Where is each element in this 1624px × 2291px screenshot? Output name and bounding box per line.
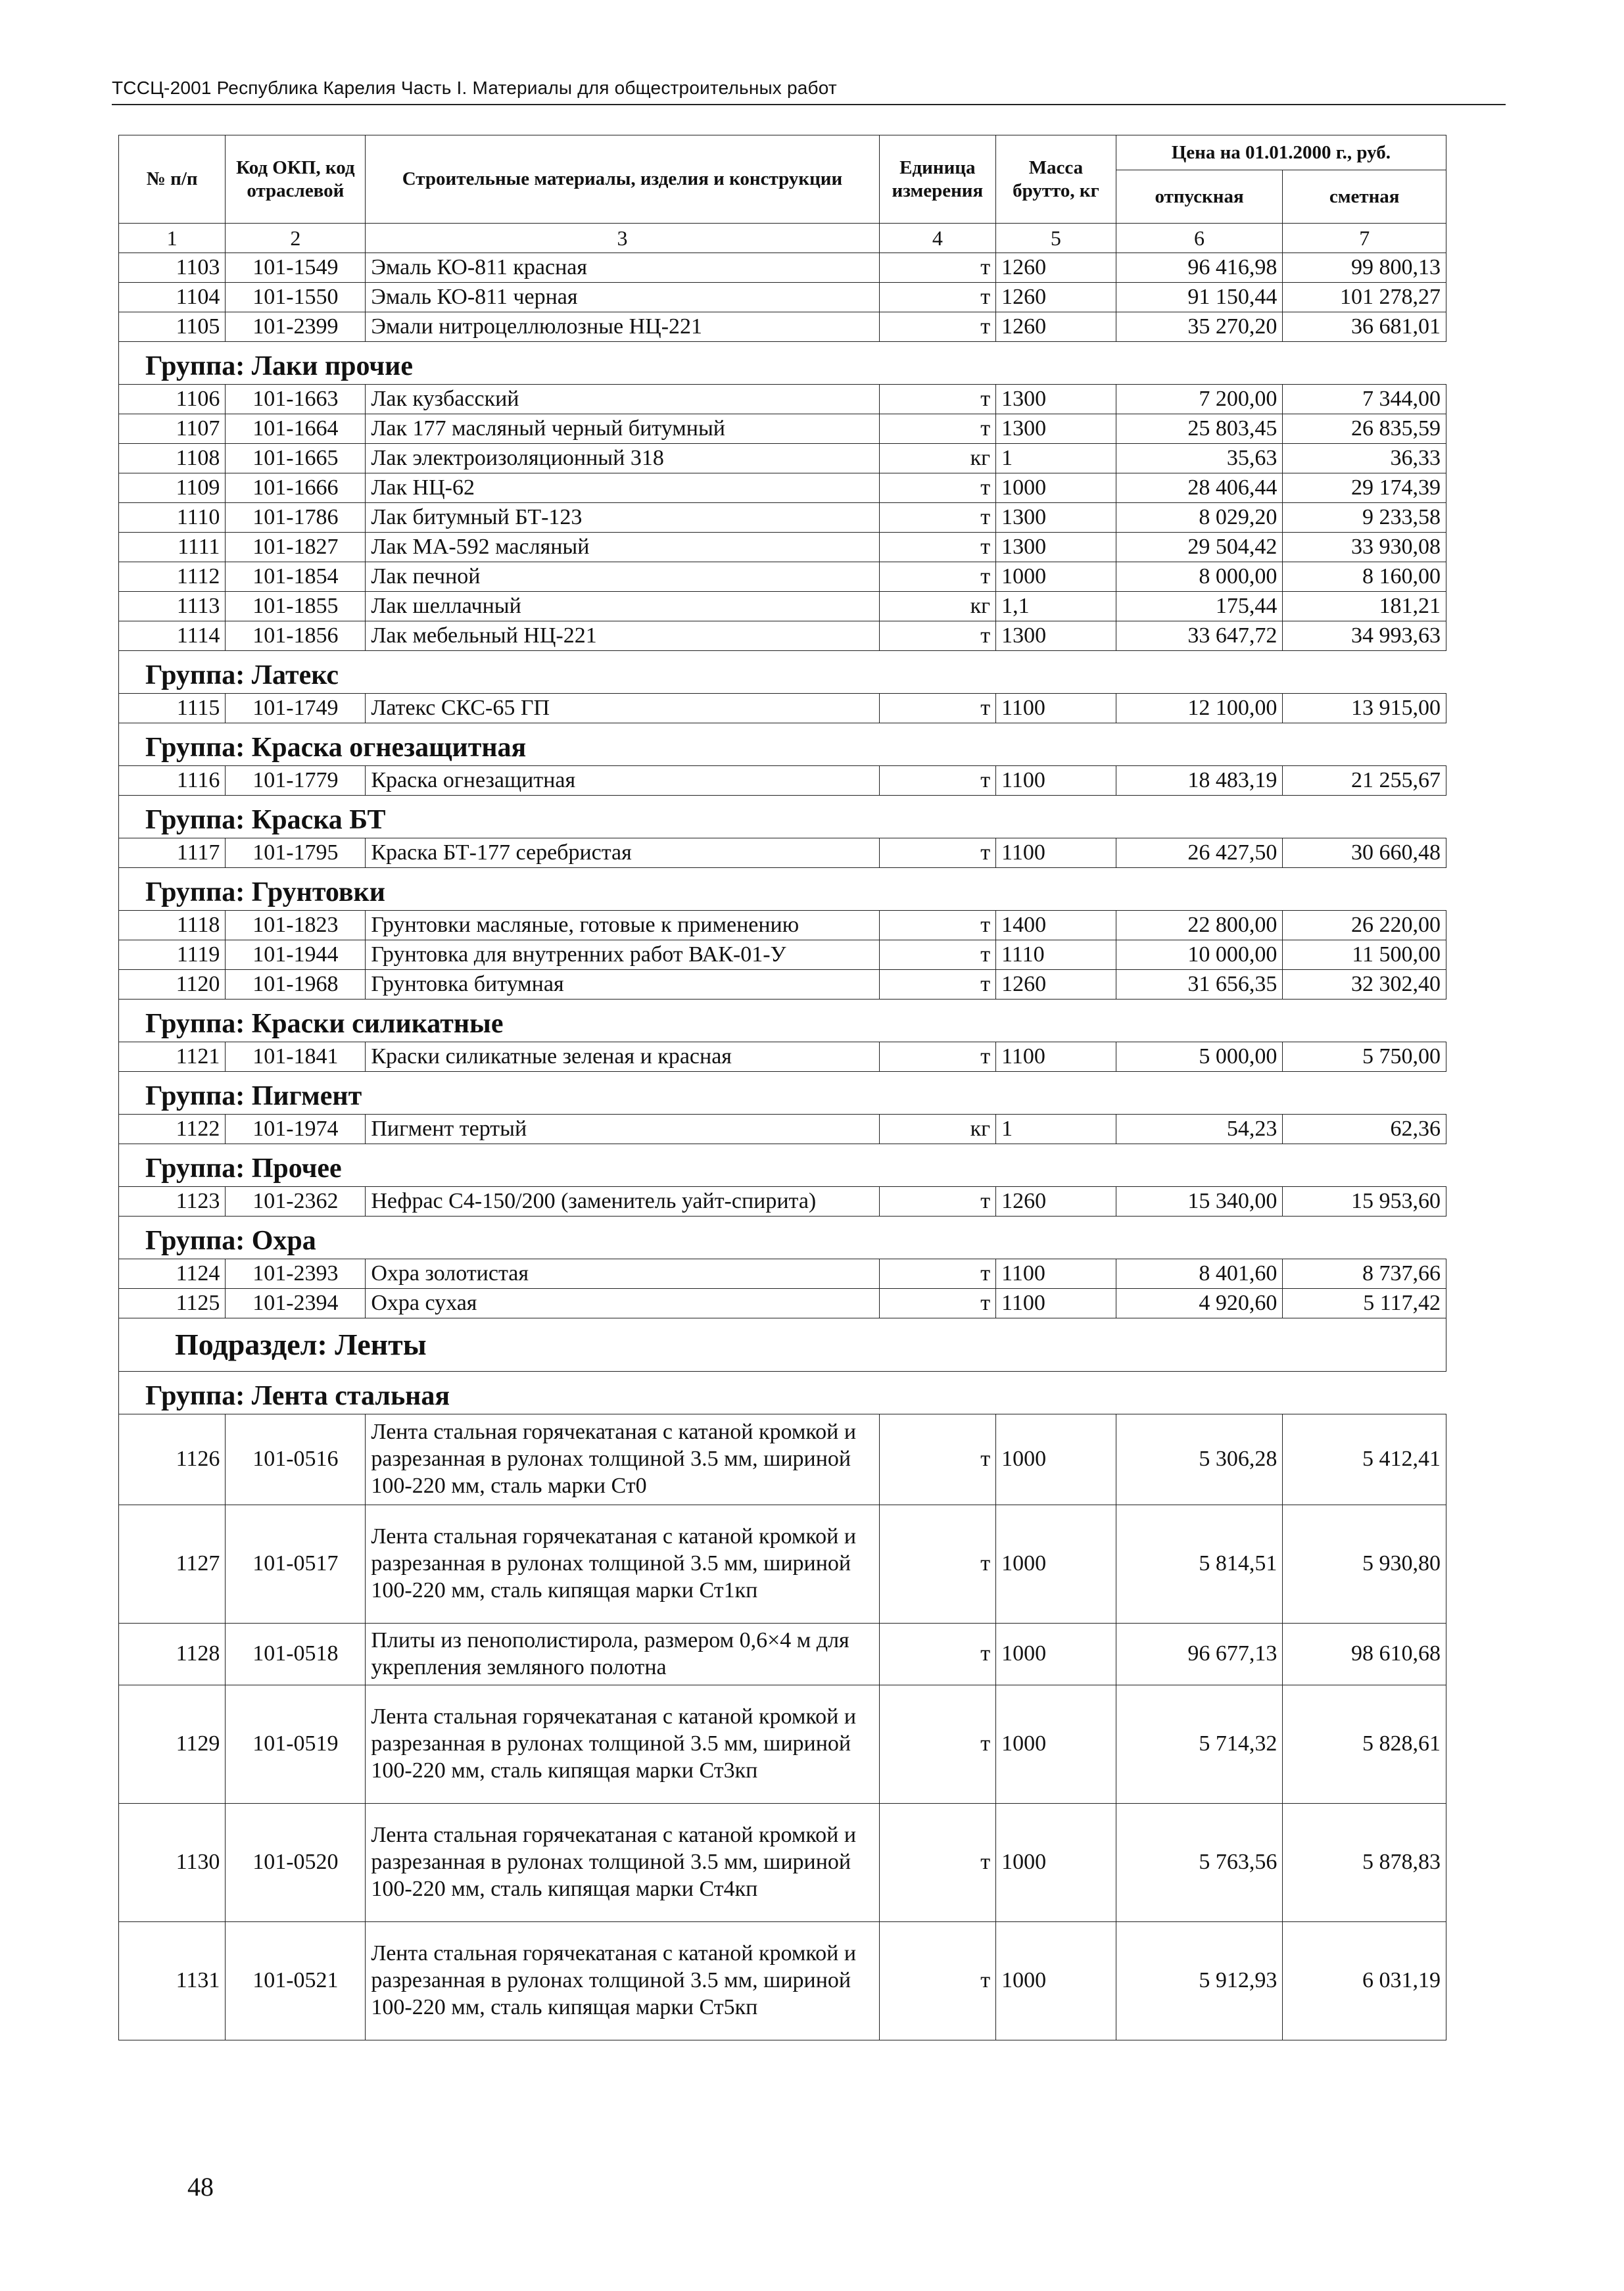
row-unit: т: [879, 1289, 996, 1318]
row-price-estimate: 21 255,67: [1283, 766, 1446, 796]
table-row: [119, 283, 1446, 312]
row-number: 1104: [119, 283, 226, 312]
group-heading: Группа: Лаки прочие: [119, 342, 1446, 385]
row-mass: 1000: [996, 1624, 1116, 1685]
table-row: [119, 1187, 1446, 1217]
table-row: [119, 1922, 1446, 2040]
row-name: Лента стальная горячекатаная с катаной кромкой и разрезанная в рулонах толщиной 3.5 мм, шириной 100-220 мм, сталь кипящая марки Ст4кп: [366, 1804, 879, 1922]
row-price-release: 96 677,13: [1116, 1624, 1283, 1685]
row-mass: 1260: [996, 312, 1116, 342]
row-unit: кг: [879, 444, 996, 473]
table-row: [119, 253, 1446, 283]
row-price-release: 91 150,44: [1116, 283, 1283, 312]
row-unit: т: [879, 1042, 996, 1072]
row-unit: т: [879, 385, 996, 414]
group-heading: Группа: Грунтовки: [119, 868, 1446, 911]
column-header-price-release: отпускная: [1116, 170, 1283, 224]
row-price-estimate: 62,36: [1283, 1115, 1446, 1144]
group-heading-row: [119, 723, 1446, 766]
group-heading: Группа: Краска БТ: [119, 796, 1446, 838]
row-code: 101-0516: [226, 1414, 366, 1505]
row-unit: т: [879, 911, 996, 940]
group-heading-row: [119, 1144, 1446, 1187]
row-price-estimate: 5 117,42: [1283, 1289, 1446, 1318]
row-unit: т: [879, 940, 996, 970]
row-number: 1131: [119, 1922, 226, 2040]
row-price-estimate: 5 930,80: [1283, 1505, 1446, 1624]
row-mass: 1000: [996, 1505, 1116, 1624]
row-price-release: 35 270,20: [1116, 312, 1283, 342]
row-code: 101-1968: [226, 970, 366, 1000]
table-row: [119, 1804, 1446, 1922]
row-price-estimate: 11 500,00: [1283, 940, 1446, 970]
row-price-estimate: 99 800,13: [1283, 253, 1446, 283]
subsection-heading: Подраздел: Ленты: [119, 1318, 1446, 1372]
row-price-release: 25 803,45: [1116, 414, 1283, 444]
row-price-estimate: 32 302,40: [1283, 970, 1446, 1000]
row-code: 101-1786: [226, 503, 366, 533]
row-name: Лак печной: [366, 562, 879, 592]
group-heading-row: [119, 651, 1446, 694]
table-row: [119, 1042, 1446, 1072]
row-code: 101-1855: [226, 592, 366, 621]
row-number: 1115: [119, 694, 226, 723]
table-row: [119, 970, 1446, 1000]
table-row: [119, 385, 1446, 414]
row-mass: 1300: [996, 385, 1116, 414]
row-unit: т: [879, 473, 996, 503]
row-name: Лак шеллачный: [366, 592, 879, 621]
group-heading: Группа: Прочее: [119, 1144, 1446, 1187]
row-number: 1111: [119, 533, 226, 562]
row-unit: т: [879, 503, 996, 533]
row-mass: 1000: [996, 1414, 1116, 1505]
row-code: 101-1827: [226, 533, 366, 562]
row-unit: т: [879, 1804, 996, 1922]
row-unit: т: [879, 1414, 996, 1505]
row-price-estimate: 6 031,19: [1283, 1922, 1446, 2040]
row-price-estimate: 8 160,00: [1283, 562, 1446, 592]
row-price-estimate: 8 737,66: [1283, 1259, 1446, 1289]
row-number: 1106: [119, 385, 226, 414]
row-price-release: 33 647,72: [1116, 621, 1283, 651]
row-unit: кг: [879, 592, 996, 621]
table-row: [119, 473, 1446, 503]
row-price-estimate: 33 930,08: [1283, 533, 1446, 562]
table-row: [119, 592, 1446, 621]
row-mass: 1100: [996, 1289, 1116, 1318]
row-price-release: 5 714,32: [1116, 1685, 1283, 1804]
row-unit: т: [879, 533, 996, 562]
row-mass: 1000: [996, 1922, 1116, 2040]
group-heading: Группа: Латекс: [119, 651, 1446, 694]
row-unit: т: [879, 1505, 996, 1624]
row-mass: 1100: [996, 838, 1116, 868]
header-rule: [112, 104, 1506, 105]
row-price-release: 18 483,19: [1116, 766, 1283, 796]
row-number: 1110: [119, 503, 226, 533]
table-row: [119, 1259, 1446, 1289]
row-code: 101-1841: [226, 1042, 366, 1072]
row-mass: 1300: [996, 621, 1116, 651]
row-price-estimate: 5 828,61: [1283, 1685, 1446, 1804]
row-code: 101-1974: [226, 1115, 366, 1144]
row-price-estimate: 34 993,63: [1283, 621, 1446, 651]
row-name: Лента стальная горячекатаная с катаной кромкой и разрезанная в рулонах толщиной 3.5 мм, шириной 100-220 мм, сталь кипящая марки Ст3кп: [366, 1685, 879, 1804]
table-row: [119, 911, 1446, 940]
column-header-price-group: Цена на 01.01.2000 г., руб.: [1116, 135, 1446, 170]
row-code: 101-1795: [226, 838, 366, 868]
row-mass: 1: [996, 1115, 1116, 1144]
row-code: 101-2394: [226, 1289, 366, 1318]
row-code: 101-1665: [226, 444, 366, 473]
row-price-release: 5 763,56: [1116, 1804, 1283, 1922]
row-unit: т: [879, 1922, 996, 2040]
row-number: 1127: [119, 1505, 226, 1624]
column-number: 2: [226, 224, 366, 253]
row-price-release: 29 504,42: [1116, 533, 1283, 562]
row-unit: кг: [879, 1115, 996, 1144]
row-name: Эмаль КО-811 черная: [366, 283, 879, 312]
row-mass: 1100: [996, 1042, 1116, 1072]
row-unit: т: [879, 253, 996, 283]
row-name: Лак НЦ-62: [366, 473, 879, 503]
row-price-release: 175,44: [1116, 592, 1283, 621]
row-code: 101-1856: [226, 621, 366, 651]
row-unit: т: [879, 1685, 996, 1804]
row-name: Лак битумный БТ-123: [366, 503, 879, 533]
row-number: 1116: [119, 766, 226, 796]
row-price-release: 8 000,00: [1116, 562, 1283, 592]
column-numbers-row: [119, 224, 1446, 253]
table-row: [119, 414, 1446, 444]
row-number: 1121: [119, 1042, 226, 1072]
row-mass: 1000: [996, 473, 1116, 503]
row-price-estimate: 29 174,39: [1283, 473, 1446, 503]
table-row: [119, 444, 1446, 473]
row-unit: т: [879, 283, 996, 312]
row-number: 1129: [119, 1685, 226, 1804]
row-price-release: 26 427,50: [1116, 838, 1283, 868]
row-unit: т: [879, 1187, 996, 1217]
row-number: 1125: [119, 1289, 226, 1318]
row-price-release: 35,63: [1116, 444, 1283, 473]
row-unit: т: [879, 414, 996, 444]
row-number: 1112: [119, 562, 226, 592]
column-number: 7: [1283, 224, 1446, 253]
row-number: 1117: [119, 838, 226, 868]
table-row: [119, 1505, 1446, 1624]
row-number: 1124: [119, 1259, 226, 1289]
row-number: 1103: [119, 253, 226, 283]
row-name: Краска БТ-177 серебристая: [366, 838, 879, 868]
row-unit: т: [879, 312, 996, 342]
row-code: 101-0517: [226, 1505, 366, 1624]
table-row: [119, 694, 1446, 723]
row-mass: 1000: [996, 562, 1116, 592]
row-price-release: 22 800,00: [1116, 911, 1283, 940]
group-heading-row: [119, 1372, 1446, 1414]
row-code: 101-1779: [226, 766, 366, 796]
row-code: 101-1749: [226, 694, 366, 723]
group-heading: Группа: Пигмент: [119, 1072, 1446, 1115]
row-code: 101-0521: [226, 1922, 366, 2040]
column-header-num: № п/п: [119, 135, 226, 224]
row-price-estimate: 5 412,41: [1283, 1414, 1446, 1505]
row-price-release: 4 920,60: [1116, 1289, 1283, 1318]
row-price-release: 5 912,93: [1116, 1922, 1283, 2040]
row-price-release: 5 000,00: [1116, 1042, 1283, 1072]
table-row: [119, 1414, 1446, 1505]
group-heading: Группа: Охра: [119, 1217, 1446, 1259]
row-price-estimate: 7 344,00: [1283, 385, 1446, 414]
row-price-estimate: 101 278,27: [1283, 283, 1446, 312]
row-price-estimate: 13 915,00: [1283, 694, 1446, 723]
table-row: [119, 312, 1446, 342]
row-unit: т: [879, 1624, 996, 1685]
row-price-release: 7 200,00: [1116, 385, 1283, 414]
row-code: 101-2393: [226, 1259, 366, 1289]
row-number: 1105: [119, 312, 226, 342]
group-heading-row: [119, 1000, 1446, 1042]
column-number: 3: [366, 224, 879, 253]
row-unit: т: [879, 766, 996, 796]
page-header: ТССЦ-2001 Республика Карелия Часть I. Материалы для общестроительных работ: [112, 78, 837, 98]
row-mass: 1260: [996, 283, 1116, 312]
table-row: [119, 562, 1446, 592]
table-row: [119, 1115, 1446, 1144]
row-name: Краска огнезащитная: [366, 766, 879, 796]
row-name: Лак кузбасский: [366, 385, 879, 414]
row-price-estimate: 36 681,01: [1283, 312, 1446, 342]
row-number: 1108: [119, 444, 226, 473]
table-row: [119, 766, 1446, 796]
row-price-estimate: 36,33: [1283, 444, 1446, 473]
row-price-release: 8 401,60: [1116, 1259, 1283, 1289]
row-number: 1119: [119, 940, 226, 970]
row-number: 1130: [119, 1804, 226, 1922]
row-mass: 1260: [996, 253, 1116, 283]
row-name: Грунтовка для внутренних работ ВАК-01-У: [366, 940, 879, 970]
group-heading-row: [119, 1072, 1446, 1115]
group-heading-row: [119, 342, 1446, 385]
row-mass: 1,1: [996, 592, 1116, 621]
row-name: Лак 177 масляный черный битумный: [366, 414, 879, 444]
row-name: Пигмент тертый: [366, 1115, 879, 1144]
column-number: 5: [996, 224, 1116, 253]
row-mass: 1000: [996, 1685, 1116, 1804]
table-row: [119, 838, 1446, 868]
group-heading: Группа: Краска огнезащитная: [119, 723, 1446, 766]
page-number: 48: [187, 2172, 214, 2202]
row-name: Латекс СКС-65 ГП: [366, 694, 879, 723]
row-mass: 1300: [996, 503, 1116, 533]
row-unit: т: [879, 1259, 996, 1289]
row-number: 1113: [119, 592, 226, 621]
row-name: Краски силикатные зеленая и красная: [366, 1042, 879, 1072]
row-code: 101-2399: [226, 312, 366, 342]
row-number: 1126: [119, 1414, 226, 1505]
row-code: 101-1666: [226, 473, 366, 503]
table-row: [119, 533, 1446, 562]
row-mass: 1400: [996, 911, 1116, 940]
row-price-estimate: 181,21: [1283, 592, 1446, 621]
row-unit: т: [879, 970, 996, 1000]
row-price-release: 15 340,00: [1116, 1187, 1283, 1217]
row-code: 101-1549: [226, 253, 366, 283]
row-price-release: 10 000,00: [1116, 940, 1283, 970]
row-code: 101-2362: [226, 1187, 366, 1217]
row-number: 1118: [119, 911, 226, 940]
row-code: 101-1664: [226, 414, 366, 444]
row-name: Плиты из пенополистирола, размером 0,6×4 м для укрепления земляного полотна: [366, 1624, 879, 1685]
row-code: 101-0519: [226, 1685, 366, 1804]
row-name: Эмаль КО-811 красная: [366, 253, 879, 283]
row-name: Охра золотистая: [366, 1259, 879, 1289]
row-price-release: 5 814,51: [1116, 1505, 1283, 1624]
table-body: [119, 253, 1446, 2040]
column-header-mass: Масса брутто, кг: [996, 135, 1116, 224]
row-mass: 1100: [996, 766, 1116, 796]
row-price-estimate: 9 233,58: [1283, 503, 1446, 533]
row-number: 1128: [119, 1624, 226, 1685]
row-unit: т: [879, 621, 996, 651]
row-name: Лак электроизоляционный 318: [366, 444, 879, 473]
row-mass: 1110: [996, 940, 1116, 970]
row-mass: 1000: [996, 1804, 1116, 1922]
row-name: Грунтовки масляные, готовые к применению: [366, 911, 879, 940]
row-name: Лента стальная горячекатаная с катаной кромкой и разрезанная в рулонах толщиной 3.5 мм, шириной 100-220 мм, сталь кипящая марки Ст5кп: [366, 1922, 879, 2040]
row-code: 101-1944: [226, 940, 366, 970]
row-code: 101-0520: [226, 1804, 366, 1922]
row-price-release: 96 416,98: [1116, 253, 1283, 283]
row-mass: 1260: [996, 970, 1116, 1000]
group-heading: Группа: Краски силикатные: [119, 1000, 1446, 1042]
row-price-release: 5 306,28: [1116, 1414, 1283, 1505]
group-heading-row: [119, 796, 1446, 838]
row-name: Лента стальная горячекатаная с катаной кромкой и разрезанная в рулонах толщиной 3.5 мм, шириной 100-220 мм, сталь кипящая марки Ст1кп: [366, 1505, 879, 1624]
row-mass: 1: [996, 444, 1116, 473]
group-heading-row: [119, 868, 1446, 911]
row-unit: т: [879, 562, 996, 592]
table-row: [119, 940, 1446, 970]
materials-price-table: [118, 135, 1446, 2040]
table-row: [119, 1685, 1446, 1804]
row-code: 101-1663: [226, 385, 366, 414]
column-header-price-estimate: сметная: [1283, 170, 1446, 224]
column-number: 4: [879, 224, 996, 253]
row-number: 1122: [119, 1115, 226, 1144]
row-name: Лак мебельный НЦ-221: [366, 621, 879, 651]
row-number: 1107: [119, 414, 226, 444]
row-code: 101-1854: [226, 562, 366, 592]
row-number: 1109: [119, 473, 226, 503]
row-price-release: 31 656,35: [1116, 970, 1283, 1000]
row-number: 1120: [119, 970, 226, 1000]
row-price-estimate: 26 835,59: [1283, 414, 1446, 444]
row-name: Охра сухая: [366, 1289, 879, 1318]
row-code: 101-1550: [226, 283, 366, 312]
column-header-code: Код ОКП, код отраслевой: [226, 135, 366, 224]
row-unit: т: [879, 838, 996, 868]
group-heading: Группа: Лента стальная: [119, 1372, 1446, 1414]
row-price-estimate: 15 953,60: [1283, 1187, 1446, 1217]
column-number: 1: [119, 224, 226, 253]
column-header-unit: Единица измерения: [879, 135, 996, 224]
row-price-release: 12 100,00: [1116, 694, 1283, 723]
row-price-estimate: 98 610,68: [1283, 1624, 1446, 1685]
column-number: 6: [1116, 224, 1283, 253]
row-price-estimate: 26 220,00: [1283, 911, 1446, 940]
row-price-release: 54,23: [1116, 1115, 1283, 1144]
row-name: Эмали нитроцеллюлозные НЦ-221: [366, 312, 879, 342]
column-header-name: Строительные материалы, изделия и конструкции: [366, 135, 879, 224]
row-mass: 1100: [996, 1259, 1116, 1289]
row-name: Нефрас С4-150/200 (заменитель уайт-спирита): [366, 1187, 879, 1217]
table-row: [119, 503, 1446, 533]
row-number: 1114: [119, 621, 226, 651]
row-price-estimate: 5 878,83: [1283, 1804, 1446, 1922]
row-mass: 1300: [996, 414, 1116, 444]
row-price-estimate: 5 750,00: [1283, 1042, 1446, 1072]
table-row: [119, 1624, 1446, 1685]
row-name: Лента стальная горячекатаная с катаной кромкой и разрезанная в рулонах толщиной 3.5 мм, шириной 100-220 мм, сталь марки Ст0: [366, 1414, 879, 1505]
row-price-estimate: 30 660,48: [1283, 838, 1446, 868]
row-price-release: 28 406,44: [1116, 473, 1283, 503]
row-mass: 1300: [996, 533, 1116, 562]
table-row: [119, 1289, 1446, 1318]
row-code: 101-0518: [226, 1624, 366, 1685]
row-number: 1123: [119, 1187, 226, 1217]
row-name: Лак МА-592 масляный: [366, 533, 879, 562]
row-code: 101-1823: [226, 911, 366, 940]
row-name: Грунтовка битумная: [366, 970, 879, 1000]
group-heading-row: [119, 1217, 1446, 1259]
table-row: [119, 621, 1446, 651]
subsection-heading-row: [119, 1318, 1446, 1372]
row-mass: 1100: [996, 694, 1116, 723]
row-price-release: 8 029,20: [1116, 503, 1283, 533]
row-mass: 1260: [996, 1187, 1116, 1217]
row-unit: т: [879, 694, 996, 723]
